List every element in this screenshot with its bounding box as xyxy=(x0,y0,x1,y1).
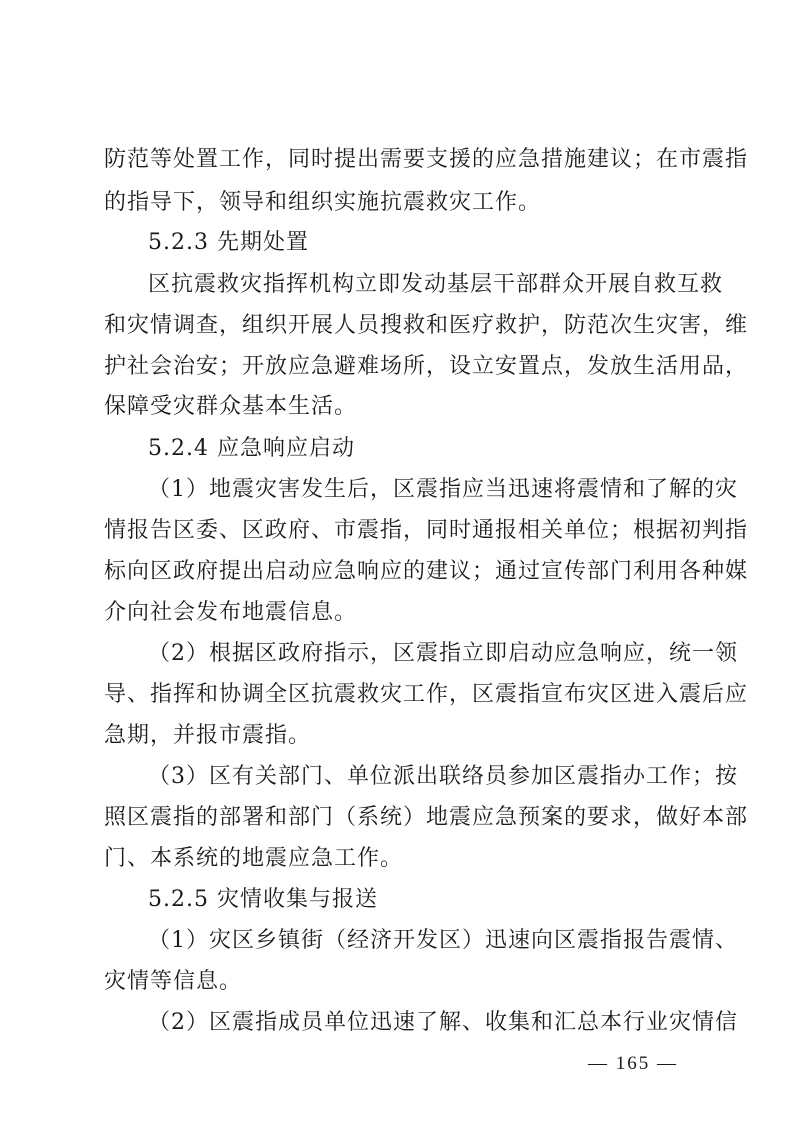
body-line: 保障受灾群众基本生活。 xyxy=(104,394,358,419)
body-line: （2）区震指成员单位迅速了解、收集和汇总本行业灾情信 xyxy=(148,1010,738,1035)
body-line: 区抗震救灾指挥机构立即发动基层干部群众开展自救互救 xyxy=(148,272,724,297)
body-line: 导、指挥和协调全区抗震救灾工作，区震指宣布灾区进入震后应 xyxy=(104,682,749,707)
body-line: 的指导下，领导和组织实施抗震救灾工作。 xyxy=(104,190,542,215)
body-line: 防范等处置工作，同时提出需要支援的应急措施建议；在市震指 xyxy=(104,147,749,172)
body-line: （3）区有关部门、单位派出联络员参加区震指办工作；按 xyxy=(148,764,738,789)
section-heading: 5.2.3 先期处置 xyxy=(148,230,309,255)
body-line: （2）根据区政府指示，区震指立即启动应急响应，统一领 xyxy=(148,641,738,666)
section-heading: 5.2.4 应急响应启动 xyxy=(148,436,355,461)
body-line: 护社会治安；开放应急避难场所，设立安置点，发放生活用品， xyxy=(104,354,749,379)
body-line: 急期，并报市震指。 xyxy=(104,723,312,748)
body-line: 灾情等信息。 xyxy=(104,969,243,994)
body-line: 和灾情调查，组织开展人员搜救和医疗救护，防范次生灾害，维 xyxy=(104,313,749,338)
body-line: 介向社会发布地震信息。 xyxy=(104,600,358,625)
body-line: 照区震指的部署和部门（系统）地震应急预案的要求，做好本部 xyxy=(104,805,749,830)
section-heading: 5.2.5 灾情收集与报送 xyxy=(148,887,378,912)
body-line: 门、本系统的地震应急工作。 xyxy=(104,846,404,871)
page-number: — 165 — xyxy=(588,1053,678,1074)
body-line: 标向区政府提出启动应急响应的建议；通过宣传部门利用各种媒 xyxy=(104,559,749,584)
body-line: （1）灾区乡镇街（经济开发区）迅速向区震指报告震情、 xyxy=(148,928,738,953)
body-line: （1）地震灾害发生后，区震指应当迅速将震情和了解的灾 xyxy=(148,477,738,502)
body-line: 情报告区委、区政府、市震指，同时通报相关单位；根据初判指 xyxy=(104,518,749,543)
